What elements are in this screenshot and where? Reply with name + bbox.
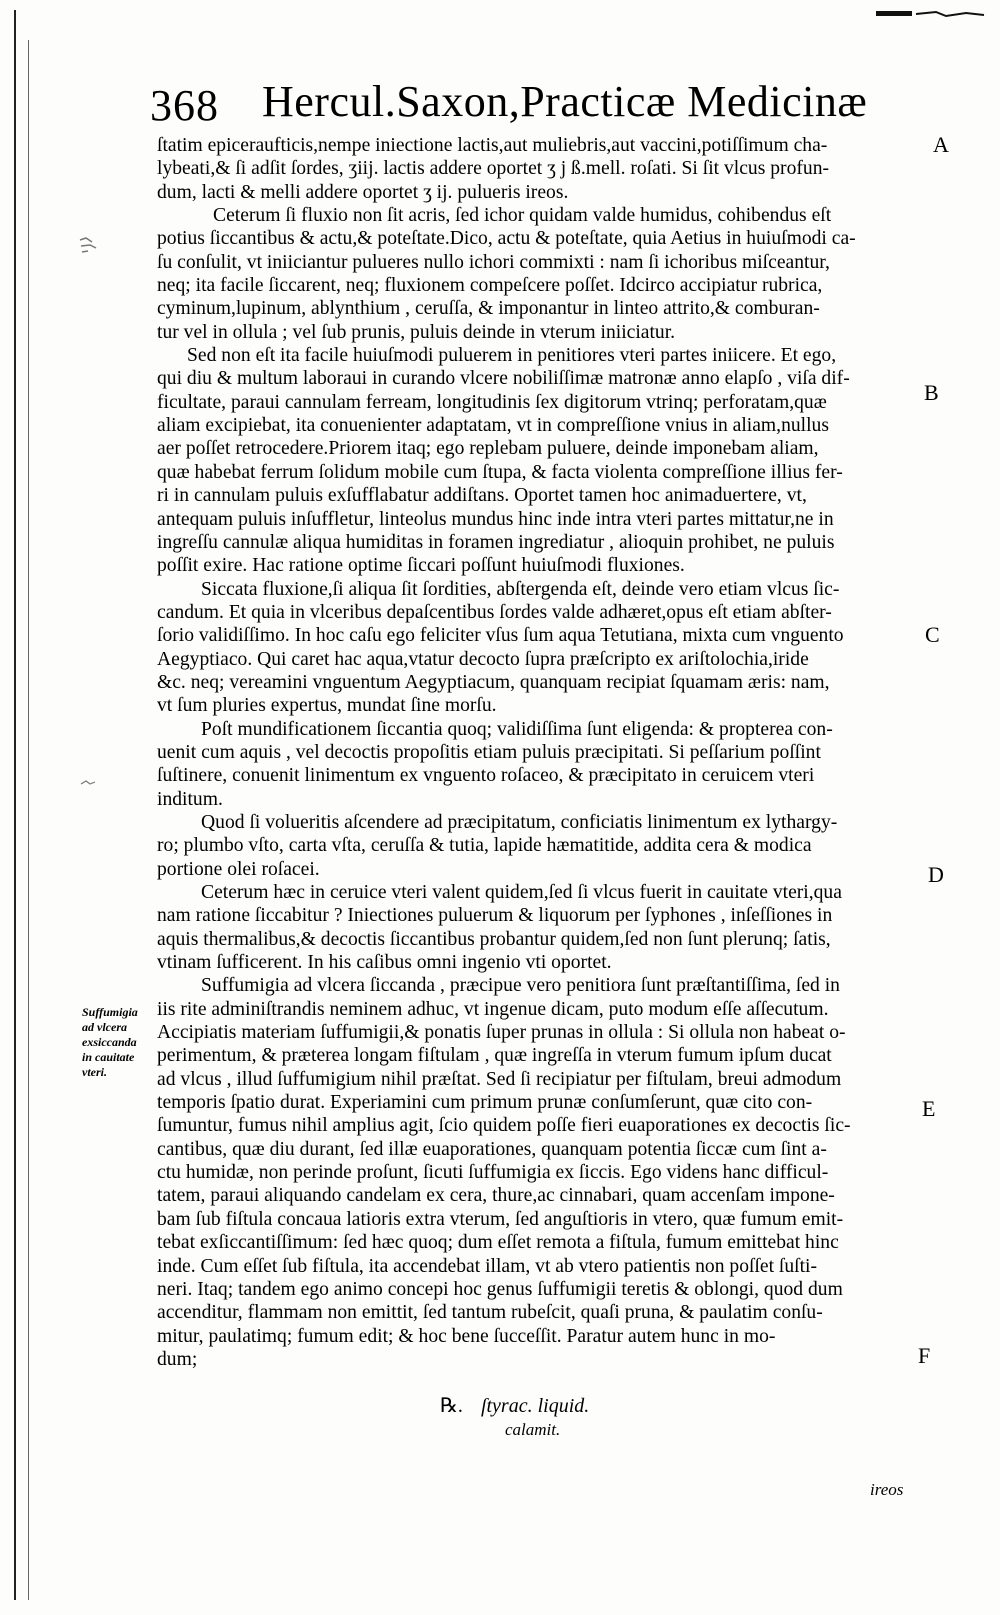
text-line: tatem, paraui aliquando candelam ex cera, thure,ac cinnabari, quam accenſam impone- [157, 1185, 835, 1207]
binding-edge [14, 10, 16, 1600]
text-line: inditum. [157, 788, 223, 810]
side-note-line: vteri. [82, 1065, 107, 1079]
text-line: neq; ita facile ſiccarent, neq; fluxionem compeſcere poſſet. Idcirco accipiatur rubrica, [157, 275, 823, 297]
text-line: iis rite adminiſtrandis neminem adhuc, vt ingenue dicam, puto modum eſſe aſſecutum. [157, 998, 829, 1020]
text-line: ſtatim epiceraufticis,nempe iniectione lactis,aut muliebris,aut vaccini,potiſſimum cha- [157, 135, 828, 156]
corner-ink-mark [876, 8, 986, 20]
text-line: dum, lacti & melli addere oportet ʒ ij. pulueris ireos. [157, 181, 569, 203]
text-line: Siccata fluxione,ſi aliqua ſit ſordities, abſtergenda eſt, deinde vero etiam vlcus ſic- [201, 578, 840, 600]
text-line: ſuſtinere, conuenit linimentum ex vnguento roſaceo, & præcipitato in ceruicem vteri [157, 765, 815, 787]
recipe-ingredient-2: calamit. [505, 1420, 561, 1439]
text-line: ctu humidæ, non perinde proſunt, ſicuti ſuffumigia ex ſiccis. Ego videns hanc difficul- [157, 1162, 829, 1184]
text-line: vtinam ſufficerent. In his caſibus omni ingenio vti oportet. [157, 952, 612, 974]
margin-letter-c: C [925, 622, 940, 647]
text-line: Quod ſi volueritis aſcendere ad præcipitatum, conficiatis linimentum ex lythargy- [201, 811, 838, 833]
text-line: ficultate, paraui cannulam ferream, longitudinis ſex digitorum vtrinq; perforatam,quæ [157, 391, 827, 413]
text-line: ſorio validiſſimo. In hoc caſu ego feliciter vſus ſum aqua Tetutiana, mixta cum vnguento [157, 625, 844, 647]
text-line: bam ſub fiſtula concaua latioris extra vterum, ſed anguſtioris in vtero, quæ fumum emit- [157, 1208, 844, 1230]
text-line: neri. Itaq; tandem ego animo concepi hoc genus ſuffumigii teretis & oblongi, quod dum [157, 1278, 843, 1300]
text-line: tebat exſiccantiſſimum: ſed hæc quoq; dum eſſet remota a fiſtula, fumum emittebat hinc [157, 1232, 839, 1254]
text-line: ro; plumbo vſto, carta vſta, ceruſſa & tutia, lapide hæmatitide, addita cera & modica [157, 835, 812, 857]
margin-letter-e: E [922, 1096, 936, 1121]
catchword: ireos [870, 1480, 904, 1499]
text-line: aliam excipiebat, ita conuenienter adaptatam, vt in compreſſione vnius in aliam,nullus [157, 415, 829, 437]
text-line: nam ratione ſiccabitur ? Iniectiones puluerum & liquorum per ſyphones , inſeſſiones in [157, 905, 833, 927]
text-line: potius ſiccantibus & actu,& poteſtate.Dico, actu & poteſtate, quia Aetius in huiuſmodi ca- [157, 228, 856, 250]
text-line: ri in cannulam puluis exſufflabatur addiſtans. Oportet tamen hoc animaduertere, vt, [157, 485, 807, 507]
body-text [157, 134, 917, 1371]
page-number: 368 [150, 81, 219, 130]
binding-edge-inner [28, 40, 29, 1600]
text-line: mitur, paulatimq; fumum edit; & hoc bene ſucceſſit. Paratur autem hunc in mo- [157, 1325, 776, 1347]
text-line: candum. Et quia in vlceribus depaſcentibus ſordes valde adhæret,opus eſt etiam abſter- [157, 601, 832, 623]
text-line: tur vel in ollula ; vel ſub prunis, puluis deinde in vterum iniiciatur. [157, 321, 676, 343]
text-line: cyminum,lupinum, ablynthium , ceruſſa, & imponantur in linteo attrito,& comburan- [157, 298, 820, 320]
text-line: poſſit exire. Hac ratione optime ſiccari poſſunt huiuſmodi fluxiones. [157, 555, 685, 577]
marginal-mark-small [80, 778, 96, 788]
text-line: accenditur, flammam non emittit, ſed tantum rubeſcit, quaſi pruna, & paulatim conſu- [157, 1302, 823, 1324]
text-line: antequam puluis inſuffletur, linteolus mundus hinc inde intra vteri partes mittatur,ne in [157, 508, 834, 530]
text-line: Poſt mundificationem ſiccantia quoq; validiſſima ſunt eligenda: & propterea con- [201, 718, 833, 740]
text-line: qui diu & multum laboraui in curando vlcere nobiliſſimæ matronæ anno elapſo , viſa dif- [157, 368, 850, 390]
side-note-line: in cauitate [82, 1050, 135, 1064]
side-note-line: Suffumigia [82, 1005, 138, 1019]
text-line: ſu conſulit, vt iniiciantur pulueres nullo ichori commixti : nam ſi ichoribus miſceantur, [157, 251, 830, 273]
side-note-line: ad vlcera [82, 1020, 127, 1034]
text-line: cantibus, quæ diu durant, ſed illæ euaporationes, quanquam potentia ſiccæ cum ſint a- [157, 1138, 827, 1160]
text-line: inde. Cum eſſet ſub fiſtula, ita accendebat illam, vt ab vtero patientis non poſſet ſuſti- [157, 1255, 818, 1277]
recipe-line [440, 1393, 589, 1418]
text-line: ad vlcus , illud ſuffumigium nihil præſtat. Sed ſi recipiatur per fiſtulam, breui admodum [157, 1068, 842, 1090]
text-line: Sed non eſt ita facile huiuſmodi puluerem in penitiores vteri partes iniicere. Et ego, [187, 345, 837, 367]
text-line: Ceterum ſi fluxio non ſit acris, ſed ichor quidam valde humidus, cohibendus eſt [213, 205, 832, 227]
margin-letter-b: B [924, 380, 939, 405]
text-line: portione olei roſacei. [157, 858, 320, 880]
text-line: aer poſſet retrocedere.Priorem itaq; ego replebam puluere, deinde imponebam aliam, [157, 438, 819, 460]
text-line: dum; [157, 1348, 198, 1370]
text-line: Aegyptiaco. Qui caret hac aqua,vtatur decocto ſupra præſcripto ex ariſtolochia,iride [157, 648, 809, 670]
text-line: ſumuntur, fumus nihil amplius agit, ſcio quidem poſſe fieri euaporationes ex decoctis ſic- [157, 1115, 851, 1137]
page-header [150, 72, 868, 132]
text-line: Accipiatis materiam ſuffumigii,& ponatis ſuper prunas in ollula : Si ollula non habeat o- [157, 1022, 846, 1044]
text-line: ingreſſu cannulæ aliqua humiditas in foramen ingrediatur , alioquin prohibet, ne puluis [157, 531, 835, 553]
running-title: Hercul.Saxon,Practicæ Medicinæ [262, 77, 868, 126]
marginal-mark [78, 236, 100, 256]
text-line: quæ habebat ferrum ſolidum mobile cum ſtupa, & facta violenta compreſſione illius fer- [157, 461, 843, 483]
text-line: temporis ſpatio durat. Experiamini cum primum prunæ conſumſerunt, quæ cito con- [157, 1092, 813, 1114]
margin-letter-f: F [918, 1343, 931, 1368]
recipe-ingredient: ſtyrac. liquid. [480, 1395, 590, 1417]
side-note-line: exsiccanda [82, 1035, 137, 1049]
text-line: uenit cum aquis , vel decoctis propoſitis etiam puluis præcipitati. Si peſſarium poſſint [157, 741, 821, 763]
text-line: vt ſum pluries expertus, mundat ſine morſu. [157, 695, 497, 717]
text-line: aquis thermalibus,& decoctis ſiccantibus probantur quidem,ſed non ſunt plerunq; ſatis, [157, 928, 831, 950]
text-line: Ceterum hæc in ceruice vteri valent quidem,ſed ſi vlcus fuerit in cauitate vteri,qua [201, 882, 842, 903]
margin-letter-d: D [928, 862, 944, 887]
recipe-symbol: ℞. [440, 1395, 463, 1417]
text-line: Suffumigia ad vlcera ſiccanda , præcipue vero penitiora ſunt præſtantiſſima, ſed in [201, 975, 840, 997]
margin-letter-a: A [933, 132, 949, 157]
text-line: perimentum, & præterea longam fiſtulam , quæ ingreſſa in vterum fumum ipſum ducat [157, 1045, 832, 1067]
text-line: &c. neq; vereamini vnguentum Aegyptiacum, quanquam recipiat ſquamam æris: nam, [157, 671, 830, 693]
side-note [82, 1005, 152, 1080]
text-line: lybeati,& ſi adſit ſordes, ʒiij. lactis addere oportet ʒ j ß.mell. roſati. Si ſit vlcus profun- [157, 158, 830, 180]
